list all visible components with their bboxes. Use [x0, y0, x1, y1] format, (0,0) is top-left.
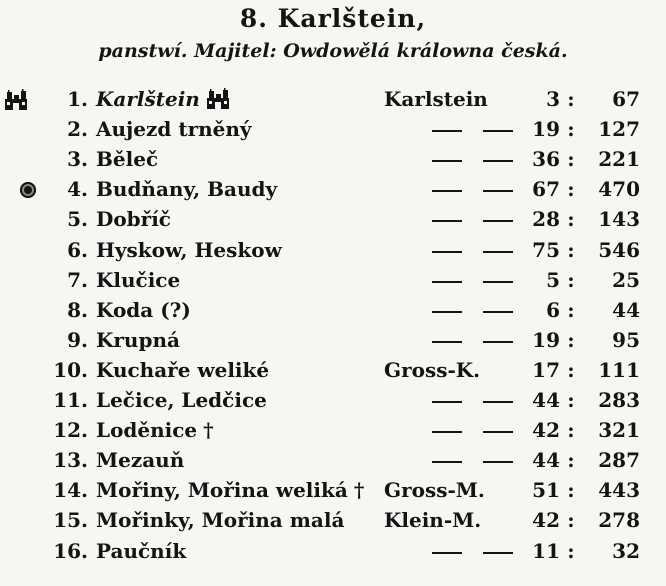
village-name-text: Běleč — [96, 147, 159, 172]
row-number: 8. — [67, 297, 88, 322]
ditto-dash — [483, 251, 513, 253]
row-number: 9. — [67, 327, 88, 352]
row-number: 15. — [53, 508, 88, 533]
row-number: 7. — [67, 267, 88, 292]
section-subtitle: panstwí. Majitel: Owdowělá králowna česká. — [98, 40, 568, 62]
count-value-2: 111 — [598, 357, 640, 382]
row-number: 13. — [53, 448, 88, 473]
count-value-1: 51 — [532, 478, 560, 503]
village-name-text: Koda (?) — [96, 297, 191, 322]
count-value-1: 67 — [532, 177, 560, 202]
village-name-text: Dobříč — [96, 207, 171, 232]
village-name-text: Mořinky, Mořina malá — [96, 508, 345, 533]
ditto-dash — [483, 190, 513, 192]
village-name — [96, 235, 282, 266]
table-row — [0, 536, 666, 567]
table-row — [0, 475, 666, 506]
separator-colon: : — [567, 448, 575, 473]
village-name — [96, 355, 269, 386]
count-value-1: 11 — [532, 538, 560, 563]
ditto-dash — [483, 130, 513, 132]
row-number: 4. — [67, 177, 88, 202]
village-name — [96, 385, 267, 416]
village-name-text: Klučice — [96, 267, 181, 292]
count-value-2: 443 — [598, 478, 640, 503]
village-name-text: Karlštein — [96, 87, 200, 111]
count-value-2: 321 — [598, 418, 640, 443]
separator-colon: : — [567, 388, 575, 412]
count-value-1: 19 — [532, 117, 560, 142]
count-value-1: 3 — [546, 87, 560, 111]
row-number: 1. — [67, 87, 88, 111]
row-number: 16. — [53, 538, 88, 563]
german-name: Klein-M. — [384, 508, 482, 533]
separator-colon: : — [567, 147, 575, 172]
separator-colon: : — [567, 357, 575, 382]
count-value-2: 287 — [598, 448, 640, 473]
ditto-dash — [483, 160, 513, 162]
row-number: 6. — [67, 237, 88, 262]
ditto-dash — [432, 160, 462, 162]
ditto-dash — [432, 190, 462, 192]
count-value-2: 44 — [612, 297, 640, 322]
separator-colon: : — [567, 478, 575, 503]
table-row — [0, 445, 666, 476]
village-name — [96, 536, 186, 567]
german-name: Gross-K. — [384, 357, 481, 382]
count-value-2: 470 — [598, 177, 640, 202]
ditto-dash — [483, 341, 513, 343]
count-value-2: 25 — [612, 267, 640, 292]
castle-icon — [206, 88, 230, 110]
table-row — [0, 114, 666, 145]
count-value-2: 278 — [598, 508, 640, 533]
count-value-2: 143 — [598, 207, 640, 232]
count-value-1: 42 — [532, 418, 560, 443]
village-name-text: Loděnice — [96, 418, 198, 443]
row-number: 5. — [67, 207, 88, 232]
count-value-1: 17 — [532, 357, 560, 382]
row-number: 12. — [53, 418, 88, 443]
count-value-1: 28 — [532, 207, 560, 232]
ditto-dash — [483, 431, 513, 433]
ditto-dash — [432, 461, 462, 463]
count-value-1: 44 — [532, 388, 560, 412]
village-name-text: Hyskow, Heskow — [96, 237, 282, 262]
bullet-icon — [20, 182, 36, 198]
count-value-2: 67 — [612, 87, 640, 111]
ditto-dash — [483, 552, 513, 554]
village-name-text: Paučník — [96, 538, 187, 563]
separator-colon: : — [567, 177, 575, 202]
ditto-dash — [432, 220, 462, 222]
separator-colon: : — [567, 237, 575, 262]
ditto-dash — [432, 401, 462, 403]
village-name-text: Budňany, Baudy — [96, 177, 278, 202]
village-name-text: Mořiny, Mořina weliká — [96, 478, 348, 503]
table-row — [0, 144, 666, 175]
count-value-1: 6 — [546, 297, 560, 322]
count-value-1: 19 — [532, 327, 560, 352]
ditto-dash — [483, 281, 513, 283]
count-value-2: 546 — [598, 237, 640, 262]
ditto-dash — [483, 401, 513, 403]
ditto-dash — [483, 311, 513, 313]
table-row — [0, 235, 666, 266]
separator-colon: : — [567, 117, 575, 142]
row-number: 3. — [67, 147, 88, 172]
village-name — [96, 144, 158, 175]
table-row — [0, 415, 666, 446]
separator-colon: : — [567, 508, 575, 533]
village-name-text: Mezauň — [96, 448, 185, 473]
table-row — [0, 295, 666, 326]
village-name-text: Aujezd trněný — [96, 117, 252, 142]
ditto-dash — [432, 431, 462, 433]
table-row — [0, 325, 666, 356]
table-row — [0, 505, 666, 536]
village-name — [96, 505, 344, 536]
count-value-1: 75 — [532, 237, 560, 262]
count-value-2: 221 — [598, 147, 640, 172]
row-number: 11. — [53, 388, 88, 412]
village-name — [96, 475, 364, 506]
village-name-text: Krupná — [96, 327, 180, 352]
ditto-dash — [483, 220, 513, 222]
village-name — [96, 84, 230, 115]
table-row — [0, 355, 666, 386]
separator-colon: : — [567, 267, 575, 292]
village-name — [96, 325, 180, 356]
german-name: Karlstein — [384, 87, 488, 111]
village-name-text: Lečice, Ledčice — [96, 388, 267, 412]
ditto-dash — [432, 552, 462, 554]
village-name — [96, 174, 277, 205]
separator-colon: : — [567, 418, 575, 443]
separator-colon: : — [567, 207, 575, 232]
village-name-text: Kuchaře weliké — [96, 357, 270, 382]
village-name — [96, 114, 252, 145]
ditto-dash — [432, 130, 462, 132]
village-name — [96, 204, 171, 235]
ditto-dash — [432, 251, 462, 253]
dagger-mark: † — [203, 418, 214, 443]
separator-colon: : — [567, 327, 575, 352]
ditto-dash — [432, 281, 462, 283]
dagger-mark: † — [353, 478, 365, 503]
separator-colon: : — [567, 87, 575, 111]
separator-colon: : — [567, 297, 575, 322]
row-number: 14. — [53, 478, 88, 503]
section-title: 8. Karlštein, — [239, 4, 427, 33]
castle-icon — [4, 89, 28, 111]
village-name — [96, 445, 184, 476]
count-value-1: 5 — [546, 267, 560, 292]
count-value-2: 95 — [612, 327, 640, 352]
ditto-dash — [432, 341, 462, 343]
count-value-1: 42 — [532, 508, 560, 533]
table-row — [0, 265, 666, 296]
separator-colon: : — [567, 538, 575, 563]
row-number: 2. — [67, 117, 88, 142]
count-value-1: 36 — [532, 147, 560, 172]
ditto-dash — [432, 311, 462, 313]
table-row — [0, 174, 666, 205]
village-name — [96, 295, 191, 326]
table-row — [0, 84, 666, 115]
village-name — [96, 415, 214, 446]
row-number: 10. — [53, 357, 88, 382]
ditto-dash — [483, 461, 513, 463]
german-name: Gross-M. — [384, 478, 485, 503]
count-value-2: 127 — [598, 117, 640, 142]
table-row — [0, 204, 666, 235]
table-row — [0, 385, 666, 416]
village-name — [96, 265, 180, 296]
count-value-1: 44 — [532, 448, 560, 473]
count-value-2: 283 — [598, 388, 640, 412]
count-value-2: 32 — [612, 538, 640, 563]
